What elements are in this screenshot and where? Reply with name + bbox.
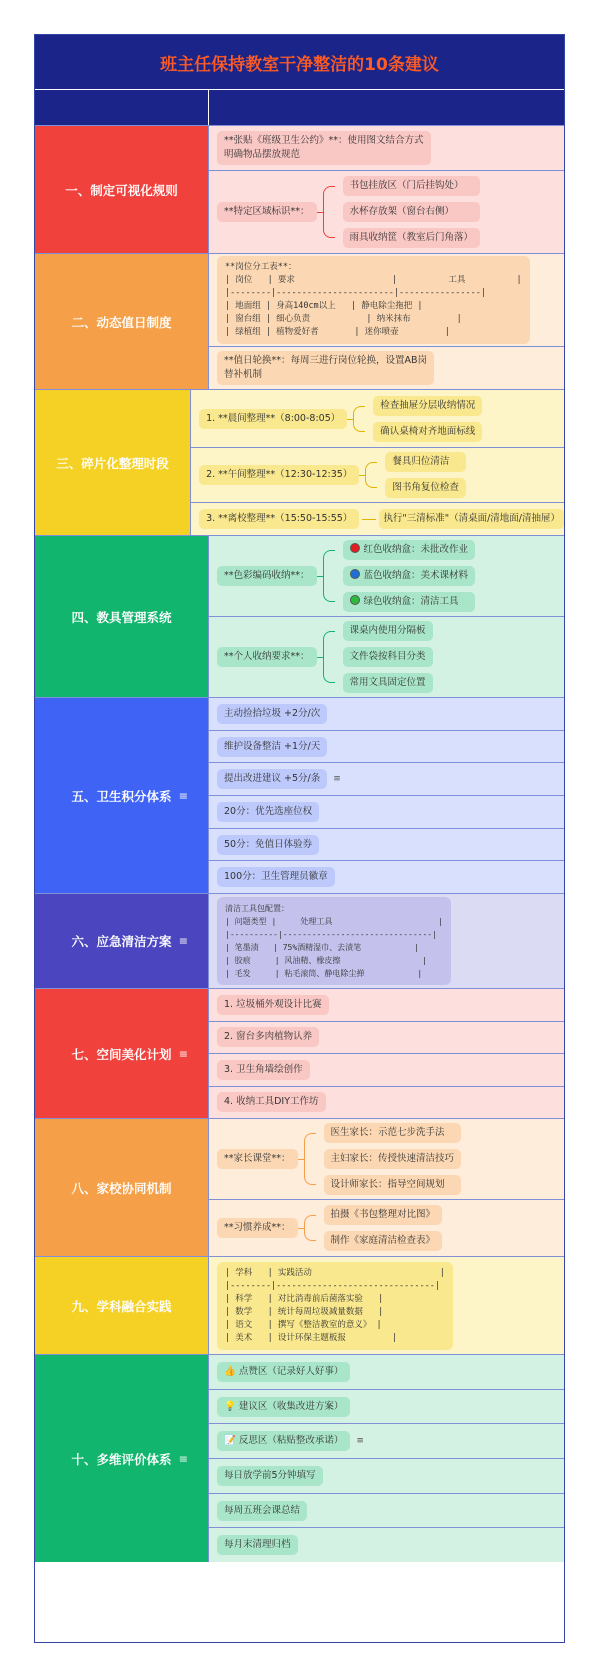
connector	[304, 1133, 316, 1185]
lightbulb-icon: 💡	[224, 1400, 236, 1412]
node-green-box[interactable]: 绿色收纳盒：清洁工具	[343, 592, 476, 612]
node-personal-storage[interactable]: **个人收纳要求**：	[217, 647, 317, 667]
section-10	[35, 1354, 564, 1562]
connector-stub	[317, 657, 323, 658]
node-noon-tidy[interactable]: 2. **午间整理**（12:30-12:35）	[199, 465, 359, 485]
section-1-row-1	[209, 126, 564, 170]
section-7-row-1	[209, 989, 564, 1021]
menu-icon[interactable]: ≡	[178, 1452, 188, 1465]
node-bag-zone[interactable]: 书包挂放区（门后挂钩处）	[343, 176, 481, 196]
memo-icon: 📝	[224, 1435, 236, 1447]
node-umbrella-basket[interactable]: 雨具收纳筐（教室后门角落）	[343, 228, 481, 248]
blue-circle-icon	[350, 569, 360, 579]
node-color-coding[interactable]: **色彩编码收纳**：	[217, 566, 317, 586]
section-10-label[interactable]: 十、多维评价体系 ≡	[35, 1355, 209, 1562]
node-tableware[interactable]: 餐具归位清洁	[385, 452, 466, 472]
node-stationery[interactable]: 常用文具固定位置	[343, 673, 433, 693]
section-4-row-1	[209, 536, 564, 616]
thumbs-up-icon: 👍	[224, 1365, 236, 1377]
node-doctor-parent[interactable]: 医生家长：示范七步洗手法	[324, 1123, 462, 1143]
section-8-label[interactable]: 八、家校协同机制	[35, 1119, 209, 1256]
node-desk-divider[interactable]: 课桌内使用分隔板	[343, 621, 433, 641]
connector	[323, 550, 335, 602]
section-1	[35, 125, 564, 253]
section-6	[35, 893, 564, 988]
connector-stub	[359, 475, 365, 476]
node-align-desks[interactable]: 确认桌椅对齐地面标线	[373, 422, 482, 442]
section-1-label[interactable]: 一、制定可视化规则	[35, 126, 209, 253]
node-designer-parent[interactable]: 设计师家长：指导空间规划	[324, 1175, 462, 1195]
section-2-label[interactable]: 二、动态值日制度	[35, 254, 209, 389]
section-10-row-6	[209, 1527, 564, 1562]
section-10-row-4	[209, 1458, 564, 1493]
table-header	[35, 90, 564, 125]
node-three-clean[interactable]: 执行"三清标准"（清桌面/清地面/清抽屉）	[379, 509, 564, 529]
header-right	[209, 90, 564, 125]
section-7-row-2	[209, 1021, 564, 1054]
node-morning-tidy[interactable]: 1. **晨间整理**（8:00-8:05）	[199, 409, 347, 429]
node-praise-zone[interactable]: 👍 点赞区（记录好人好事）	[217, 1362, 350, 1382]
node-daily-fill[interactable]: 每日放学前5分钟填写	[217, 1466, 323, 1486]
section-9	[35, 1256, 564, 1354]
node-blue-box[interactable]: 蓝色收纳盒：美术课材料	[343, 566, 476, 586]
section-5	[35, 697, 564, 893]
menu-icon[interactable]: ≡	[178, 789, 188, 802]
node-habit-building[interactable]: **习惯养成**：	[217, 1218, 298, 1238]
section-4-row-2	[209, 616, 564, 697]
section-6-row-1	[209, 894, 564, 988]
node-points-6[interactable]: 100分：卫生管理员徽章	[217, 867, 335, 887]
section-5-row-3	[209, 762, 564, 795]
section-8-row-1	[209, 1119, 564, 1199]
node-points-3[interactable]: 提出改进建议 +5分/条	[217, 769, 327, 789]
node-parent-class[interactable]: **家长课堂**：	[217, 1149, 298, 1169]
section-7-label[interactable]: 七、空间美化计划 ≡	[35, 989, 209, 1118]
connector	[323, 631, 335, 683]
section-5-row-1	[209, 698, 564, 730]
node-home-checklist[interactable]: 制作《家庭清洁检查表》	[324, 1231, 443, 1251]
section-5-label[interactable]: 五、卫生积分体系 ≡	[35, 698, 209, 893]
section-1-row-2	[209, 170, 564, 253]
section-2-row-2	[209, 346, 564, 389]
connector-stub	[347, 419, 353, 420]
node-check-drawers[interactable]: 检查抽屉分层收纳情况	[373, 396, 482, 416]
node-cleaning-kit-table[interactable]: 清洁工具包配置： | 问题类型 | 处理工具 | |----------|-------------------------------| | 笔墨渍 | 75%酒精湿巾、去渍笔 | | 胶痕 | 风油精、橡皮擦 | | 毛发 | 粘毛滚筒、静电除尘掸 |	[217, 897, 451, 985]
green-circle-icon	[350, 595, 360, 605]
node-succulents[interactable]: 2. 窗台多肉植物认养	[217, 1027, 319, 1047]
node-diy-workshop[interactable]: 4. 收纳工具DIY工作坊	[217, 1092, 326, 1112]
section-10-row-1	[209, 1355, 564, 1389]
node-weekly-summary[interactable]: 每周五班会课总结	[217, 1501, 307, 1521]
menu-icon[interactable]: ≡	[178, 1047, 188, 1060]
section-5-row-6	[209, 860, 564, 893]
node-leave-tidy[interactable]: 3. **离校整理**（15:50-15:55）	[199, 509, 359, 529]
section-3-row-2	[191, 447, 564, 502]
mindmap-board	[34, 34, 565, 1643]
section-10-row-3	[209, 1423, 564, 1458]
section-5-row-5	[209, 828, 564, 861]
menu-icon[interactable]: ≡	[178, 934, 188, 948]
node-points-1[interactable]: 主动捡拾垃圾 +2分/次	[217, 704, 327, 724]
section-3-label[interactable]: 三、碎片化整理时段	[35, 390, 191, 535]
section-5-row-2	[209, 730, 564, 763]
section-10-row-2	[209, 1389, 564, 1424]
connector	[365, 462, 377, 488]
section-3	[35, 389, 564, 535]
node-book-corner[interactable]: 图书角复位检查	[385, 478, 466, 498]
menu-icon[interactable]: ≡	[333, 774, 341, 785]
node-suggestion-zone[interactable]: 💡 建议区（收集改进方案）	[217, 1397, 350, 1417]
section-7	[35, 988, 564, 1118]
connector-stub	[298, 1159, 304, 1160]
node-duty-table[interactable]: **岗位分工表**： | 岗位 | 要求 | 工具 | |--------|-----------------------|----------------| | 地面组 | 身高140cm以上 | 静电除尘拖把 | | 窗台组 | 细心负责 | 纳米抹布 | | 绿植组 | 植物爱好者 | 迷你喷壶 |	[217, 256, 530, 344]
section-8-row-2	[209, 1199, 564, 1256]
node-reflection-zone[interactable]: 📝 反思区（粘贴整改承诺）	[217, 1431, 350, 1451]
section-2	[35, 253, 564, 389]
node-wall-art[interactable]: 3. 卫生角墙绘创作	[217, 1060, 310, 1080]
connector	[323, 186, 335, 238]
section-4-label[interactable]: 四、教具管理系统	[35, 536, 209, 697]
section-3-row-3	[191, 502, 564, 535]
section-10-row-5	[209, 1493, 564, 1528]
section-3-row-1	[191, 390, 564, 447]
connector-stub	[298, 1228, 304, 1229]
node-points-5[interactable]: 50分：免值日体验券	[217, 835, 319, 855]
section-7-row-3	[209, 1053, 564, 1086]
section-9-row-1	[209, 1257, 564, 1354]
section-8	[35, 1118, 564, 1256]
node-bag-photo[interactable]: 拍摄《书包整理对比图》	[324, 1205, 443, 1225]
connector-stub	[317, 576, 323, 577]
section-2-row-1	[209, 254, 564, 346]
node-points-2[interactable]: 维护设备整洁 +1分/天	[217, 737, 327, 757]
node-file-bags[interactable]: 文件袋按科目分类	[343, 647, 433, 667]
page-title: 班主任保持教室干净整洁的10条建议	[35, 35, 564, 90]
section-4	[35, 535, 564, 697]
connector	[353, 406, 365, 432]
node-bin-design[interactable]: 1. 垃圾桶外观设计比赛	[217, 995, 329, 1015]
section-5-row-4	[209, 795, 564, 828]
node-zone-marking[interactable]: **特定区域标识**：	[217, 202, 317, 222]
node-homemaker-parent[interactable]: 主妇家长：传授快速清洁技巧	[324, 1149, 462, 1169]
node-monthly-archive[interactable]: 每月末清理归档	[217, 1535, 298, 1555]
node-visual-rules-poster[interactable]: **张贴《班级卫生公约》**：使用图文结合方式 明确物品摆放规范	[217, 131, 431, 165]
node-subject-table[interactable]: | 学科 | 实践活动 | |--------|-------------------------------| | 科学 | 对比消毒前后菌落实验 | | 数学 | 统计每周垃圾减量数据 | | 语文 | 撰写《整洁教室的意义》 | | 美术 | 设计环保主题板报 |	[217, 1262, 453, 1350]
node-duty-rotation[interactable]: **值日轮换**：每周三进行岗位轮换，设置AB岗 替补机制	[217, 351, 434, 385]
red-circle-icon	[350, 543, 360, 553]
node-cup-rack[interactable]: 水杯存放架（窗台右侧）	[343, 202, 481, 222]
node-points-4[interactable]: 20分：优先选座位权	[217, 802, 319, 822]
header-left	[35, 90, 209, 125]
connector-stub	[317, 212, 323, 213]
connector	[304, 1215, 316, 1241]
node-red-box[interactable]: 红色收纳盒：未批改作业	[343, 540, 476, 560]
section-9-label[interactable]: 九、学科融合实践	[35, 1257, 209, 1354]
section-7-row-4	[209, 1086, 564, 1119]
section-6-label[interactable]: 六、应急清洁方案 ≡	[35, 894, 209, 988]
menu-icon[interactable]: ≡	[356, 1436, 364, 1447]
